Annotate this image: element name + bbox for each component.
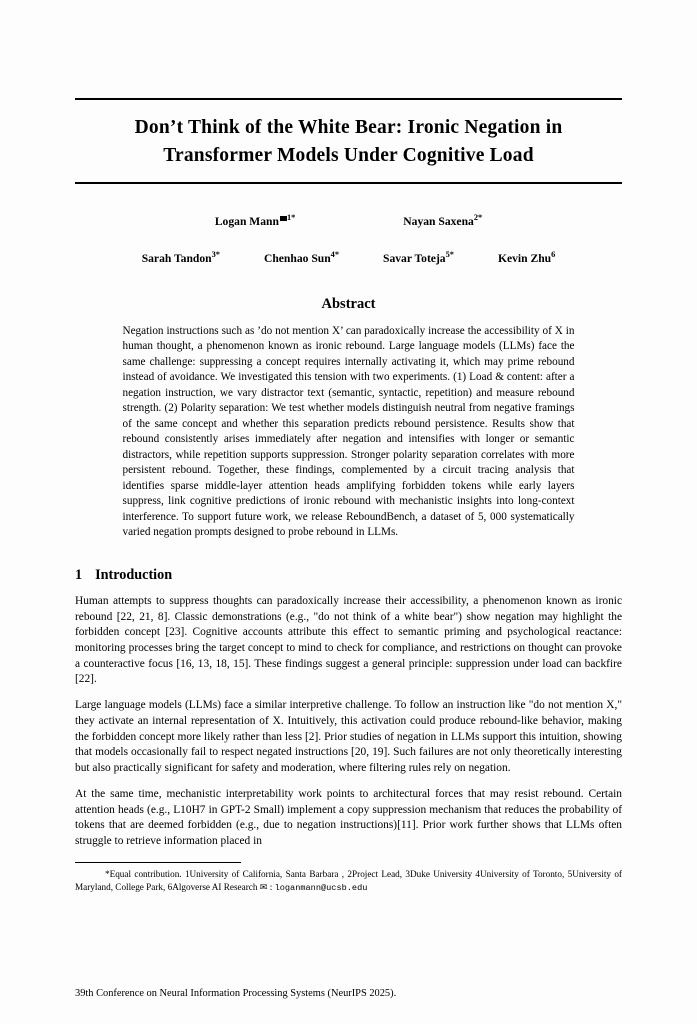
section-heading-introduction: [75, 567, 622, 584]
author-name: Savar Toteja: [383, 251, 446, 265]
author-sarah-tandon: [142, 250, 220, 266]
title-line-2: Transformer Models Under Cognitive Load: [163, 144, 534, 166]
page-title: [75, 114, 622, 169]
abstract-text: Negation instructions such as ’do not mention X’ can paradoxically increase the accessibility of X in human thought, a phenomenon known as ironic rebound. Large language models (LLMs) face the same challenge: suppressing a concept requires internally activating it, which may prime rebound instead of avoidance. We investigated this tension with two experiments. (1) Load & content: after a negation instruction, we vary distractor text (semantic, syntactic, repetition) and measure rebound strength. (2) Polarity separation: We test whether models distinguish neutral from negative framings of the same concept and whether this separation predicts rebound persistence. Results show that rebound consistently arises immediately after negation and intensifies with longer or semantic distractors, while repetition supports suppression. Stronger polarity separation correlates with more persistent rebound. Together, these findings, complemented by a circuit tracing analysis that identifies sparse middle-layer attention heads amplifying forbidden tokens while early layers suppress, link cognitive predictions of ironic rebound with mechanistic insights into long-context interference. To support future work, we release ReboundBench, a dataset of 5, 000 systematically varied negation prompts designed to probe rebound in LLMs.: [122, 324, 575, 539]
author-affiliation-marker: 1*: [286, 213, 296, 223]
paragraph-1: Human attempts to suppress thoughts can paradoxically increase their accessibility, a phenomenon known as ironic rebound [22, 21, 8]. Classic demonstrations (e.g., "do not think of a white bear") show negation may highlight the forbidden concept [23]. Cognitive accounts attribute this effect to semantic priming and psychological reactance: monitoring processes bring the target concept to mind to check for compliance, and restrictions on thought can provoke a counteractive focus [16, 13, 18, 15]. These findings suggest a general principle: suppression under load can backfire [22].: [75, 594, 622, 686]
paper-content: [75, 98, 622, 894]
author-name: Nayan Saxena: [403, 215, 474, 229]
abstract-heading: Abstract: [321, 295, 376, 312]
author-nayan-saxena: [403, 213, 482, 229]
author-kevin-zhu: [498, 250, 555, 266]
author-affiliation-marker: 6: [551, 249, 556, 259]
paragraph-3: At the same time, mechanistic interpretability work points to architectural forces that may resist rebound. Certain attention heads (e.g., L10H7 in GPT-2 Small) implement a copy suppression mechanism that reduces the probability of tokens that are deemed forbidden (e.g., due to negation instructions)[11]. Prior work further shows that LLMs often struggle to retrieve information placed in: [75, 787, 622, 848]
footnote-affiliations: [75, 868, 622, 894]
author-affiliation-marker: 5*: [445, 249, 454, 259]
title-bottom-rule: [75, 182, 622, 184]
author-block: [75, 213, 622, 265]
author-name: Logan Mann: [214, 215, 279, 229]
author-row-2: [75, 250, 622, 266]
paragraph-2: Large language models (LLMs) face a similar interpretive challenge. To follow an instruction like "do not mention X," they activate an internal representation of X. Intuitively, this activation could produce rebound-like behavior, making the forbidden concept more likely rather than less [2]. Prior studies of negation in LLMs support this intuition, showing that models occasionally fail to respect negated instructions [20, 19]. Such failures are not only theoretically interesting but also practically significant for safety and moderation, where filtering rules rely on negation.: [75, 699, 622, 775]
author-row-1: [75, 213, 622, 229]
footnote-separator: [75, 862, 241, 863]
author-chenhao-sun: [264, 250, 339, 266]
title-line-1: Don’t Think of the White Bear: Ironic Negation in: [134, 117, 563, 138]
author-affiliation-marker: 4*: [330, 249, 340, 259]
footnote-email[interactable]: loganmann@ucsb.edu: [274, 882, 368, 893]
envelope-icon: [280, 216, 287, 221]
section-title: Introduction: [95, 566, 173, 583]
author-name: Sarah Tandon: [141, 251, 212, 265]
author-savar-toteja: [383, 250, 454, 266]
section-number: 1: [75, 566, 83, 583]
author-affiliation-marker: 2*: [473, 213, 483, 223]
author-affiliation-marker: 3*: [211, 249, 220, 259]
title-top-rule: [75, 98, 622, 100]
footnote-text: *Equal contribution. 1University of California, Santa Barbara , 2Project Lead, 3Duke University 4University of Toronto, 5University of Maryland, College Park, 6Algoverse AI Research ✉ :: [75, 868, 622, 892]
venue-line: 39th Conference on Neural Information Processing Systems (NeurIPS 2025).: [75, 988, 397, 999]
author-name: Kevin Zhu: [497, 251, 552, 265]
author-logan-mann: [215, 213, 295, 229]
author-name: Chenhao Sun: [263, 251, 331, 265]
